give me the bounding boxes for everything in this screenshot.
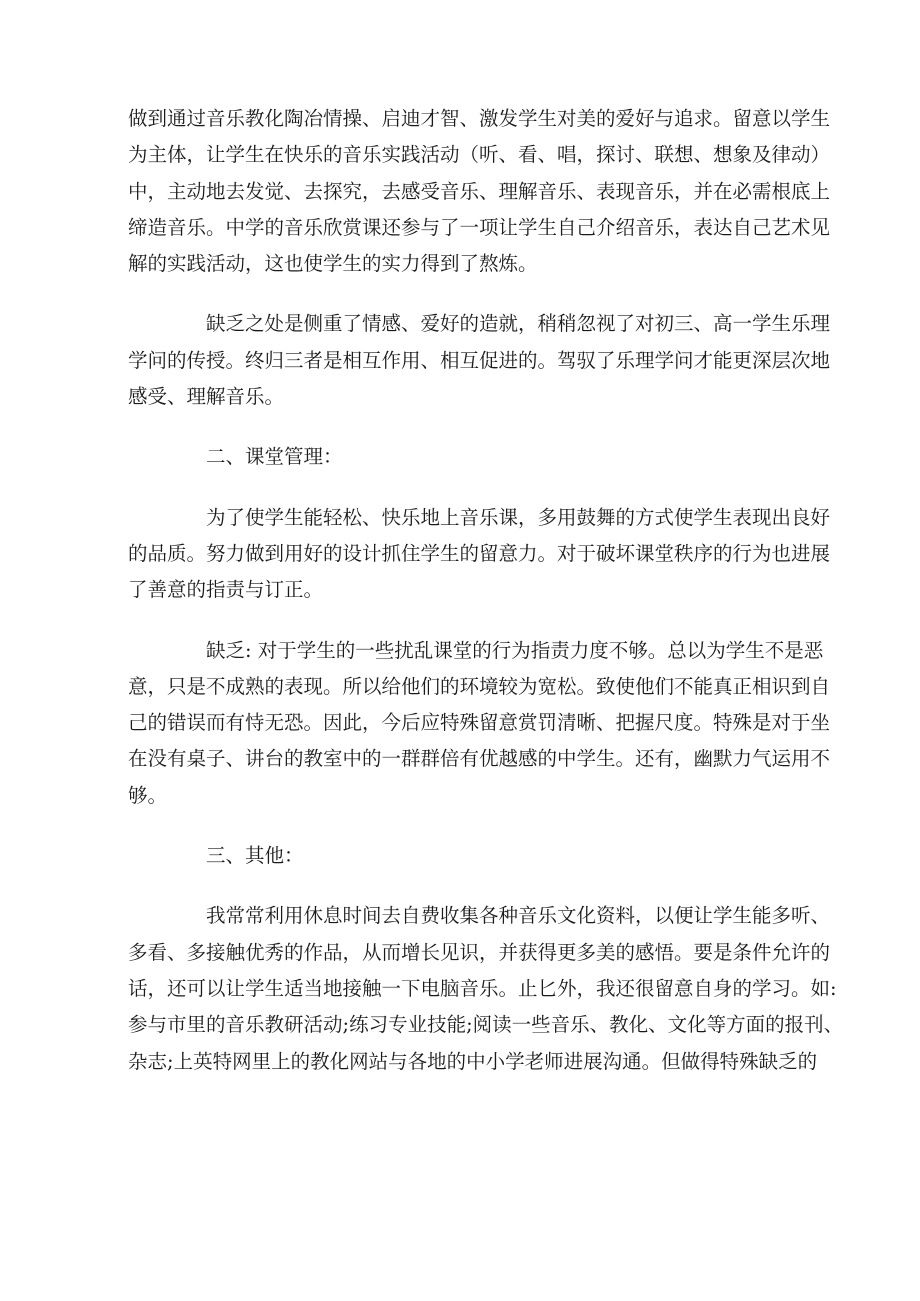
document-body bbox=[128, 101, 844, 1080]
section-heading-other bbox=[128, 838, 812, 874]
paragraph-5 bbox=[128, 898, 844, 1079]
text-line: 学问的传授。终归三者是相互作用、相互促进的。驾驭了乐理学问才能更深层次地 bbox=[128, 348, 831, 372]
text-line: 杂志;上英特网里上的教化网站与各地的中小学老师进展沟通。但做得特殊缺乏的 bbox=[128, 1049, 818, 1073]
text-line: 感受、理解音乐。 bbox=[128, 385, 285, 409]
paragraph-2 bbox=[128, 306, 831, 415]
text-line: 的品质。努力做到用好的设计抓住学生的留意力。对于破坏课堂秩序的行为也进展 bbox=[128, 541, 831, 565]
text-line: 缺乏: 对于学生的一些扰乱课堂的行为指责力度不够。总以为学生不是恶 bbox=[206, 638, 824, 662]
text-line: 了善意的指责与订正。 bbox=[128, 578, 324, 602]
heading-text: 三、其他： bbox=[206, 844, 304, 868]
text-line: 己的错误而有恃无恐。因此，今后应特殊留意赏罚清晰、把握尺度。特殊是对于坐 bbox=[128, 711, 831, 735]
text-line: 解的实践活动，这也使学生的实力得到了熬炼。 bbox=[128, 252, 538, 276]
text-line: 参与市里的音乐教研活动;练习专业技能;阅读一些音乐、教化、文化等方面的报刊、 bbox=[128, 1013, 844, 1037]
text-line: 做到通过音乐教化陶冶情操、启迪才智、激发学生对美的爱好与追求。留意以学生 bbox=[128, 107, 831, 130]
text-line: 在没有桌子、讲台的教室中的一群群倍有优越感的中学生。还有，幽默力气运用不 bbox=[128, 747, 831, 771]
paragraph-1 bbox=[128, 101, 831, 282]
text-line: 够。 bbox=[128, 783, 168, 807]
paragraph-3 bbox=[128, 500, 831, 609]
text-line: 为主体，让学生在快乐的音乐实践活动（听、看、唱，探讨、联想、想象及律动） bbox=[128, 143, 831, 167]
text-line: 多看、多接触优秀的作品，从而增长见识，并获得更多美的感悟。要是条件允许的 bbox=[128, 940, 831, 964]
text-line: 为了使学生能轻松、快乐地上音乐课，多用鼓舞的方式使学生表现出良好 bbox=[206, 505, 831, 529]
paragraph-4 bbox=[128, 633, 831, 814]
text-line: 我常常利用休息时间去自费收集各种音乐文化资料，以便让学生能多听、 bbox=[206, 904, 831, 928]
text-line: 缔造音乐。中学的音乐欣赏课还参与了一项让学生自己介绍音乐，表达自己艺术见 bbox=[128, 215, 831, 239]
text-line: 意，只是不成熟的表现。所以给他们的环境较为宽松。致使他们不能真正相识到自 bbox=[128, 674, 831, 698]
section-heading-classroom-management bbox=[128, 439, 812, 475]
text-line: 话，还可以让学生适当地接触一下电脑音乐。止匕外，我还很留意自身的学习。如: bbox=[128, 976, 837, 1000]
text-line: 中，主动地去发觉、去探究，去感受音乐、理解音乐、表现音乐，并在必需根底上 bbox=[128, 179, 831, 203]
heading-text: 二、课堂管理： bbox=[206, 445, 343, 469]
text-line: 缺乏之处是侧重了情感、爱好的造就，稍稍忽视了对初三、高一学生乐理 bbox=[206, 312, 831, 336]
